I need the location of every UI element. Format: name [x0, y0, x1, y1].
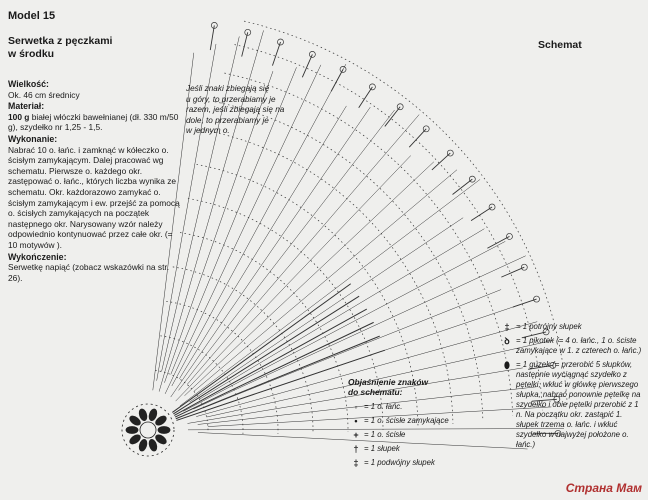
slip-stitch-icon: • — [354, 415, 358, 426]
pattern-title: Serwetka z pęczkami w środku — [8, 35, 113, 60]
center-ring — [122, 404, 174, 456]
legend-item — [348, 402, 498, 412]
legend-text: = 1 o. ścisłe zamykające — [364, 415, 449, 425]
size-text: Ok. 46 cm średnicy — [8, 89, 80, 100]
chain-stitch-icon: ◦ — [354, 401, 358, 412]
stitch-line — [179, 110, 395, 390]
size-heading: Wielkość: — [8, 79, 49, 89]
legend-text: = 1 guzek (= przerobić 5 słupków, następnie wyciągnąć szydełko z pętelki, wkłuć w główkę pierwszego słupka, nabrać ponownie pętelkę na szydełko i obie pętelki przerobić z 1 n. Na początku okr. zastąpić 1. słupek trzema o. łańc. i wkłuć szydełko w najwyżej położone o. łańc.) — [516, 360, 641, 449]
double-crochet-icon: † — [353, 443, 359, 454]
triple-treble-icon: ‡ — [504, 322, 510, 332]
picot-icon: ꝺ — [504, 336, 510, 346]
legend-title: Objaśnienie znaków do schematu: — [348, 377, 429, 398]
legend-item — [348, 458, 498, 468]
method-text: Nabrać 10 o. łańc. i zamknąć w kółeczko o. ścisłym zamykającym. Dalej pracować wg schematu. Pierwsze o. każdego okr. zastępować o. łańc., których liczba wynika ze schematu. Okr. każdorazowo zamykać o. ścisłym zamykającym i ew. przejść za pomocą o. ścisłych zamykających na początek następnego okr. Narysowany wzór należy odpowiednio kontynuować przez całe okr. (= 10 motywów ). — [8, 144, 180, 250]
legend-text: = 1 potrójny słupek — [516, 322, 582, 331]
puff-stitch-icon: ⬮ — [504, 360, 510, 370]
stitch-line — [199, 229, 484, 399]
legend-item — [348, 430, 498, 440]
legend-item — [498, 336, 644, 356]
legend-left — [348, 377, 498, 472]
legend-text: = 1 o. łańc. — [364, 401, 403, 411]
legend-item — [498, 360, 644, 450]
section-method — [8, 134, 180, 251]
material-text — [8, 112, 180, 133]
section-finishing — [8, 252, 180, 284]
legend-text: = 1 o. ścisłe — [364, 429, 406, 439]
legend-item — [498, 322, 644, 332]
legend-text: = 1 podwójny słupek — [364, 457, 435, 467]
material-heading: Materiał: — [8, 101, 45, 112]
legend-item — [348, 444, 498, 454]
schema-label: Schemat — [538, 39, 582, 51]
method-heading: Wykonanie: — [8, 133, 58, 144]
section-size — [8, 79, 180, 100]
material-amount: 100 g — [8, 111, 30, 122]
model-number: Model 15 — [8, 10, 56, 22]
stitch-line — [179, 106, 346, 379]
finishing-heading: Wykończenie: — [8, 251, 67, 262]
section-material — [8, 101, 180, 133]
single-crochet-icon: + — [353, 429, 359, 440]
legend-item — [348, 416, 498, 426]
legend-right — [498, 322, 644, 454]
stitch-line — [180, 179, 480, 405]
instructions-column — [8, 10, 180, 284]
finishing-text: Serwetkę napiąć (zobacz wskazówki na str. 26). — [8, 262, 170, 283]
stitch-note: Jeśli znaki zbiegają się u góry, to przerabiamy je razem, jeśli zbiegają się na dole, to przerabiamy je w jednym o. — [186, 84, 285, 136]
treble-crochet-icon: ‡ — [353, 457, 359, 468]
legend-text: = 1 pikotek (= 4 o. łańc., 1 o. ściste zamykające w 1. z czterech o. łańc.) — [516, 336, 642, 355]
material-desc: białej włóczki bawełnianej (dł. 330 m/50 g), szydełko nr 1,25 - 1,5. — [8, 111, 179, 133]
watermark-logo: Страна Мам — [565, 481, 642, 495]
legend-text: = 1 słupek — [364, 443, 400, 453]
